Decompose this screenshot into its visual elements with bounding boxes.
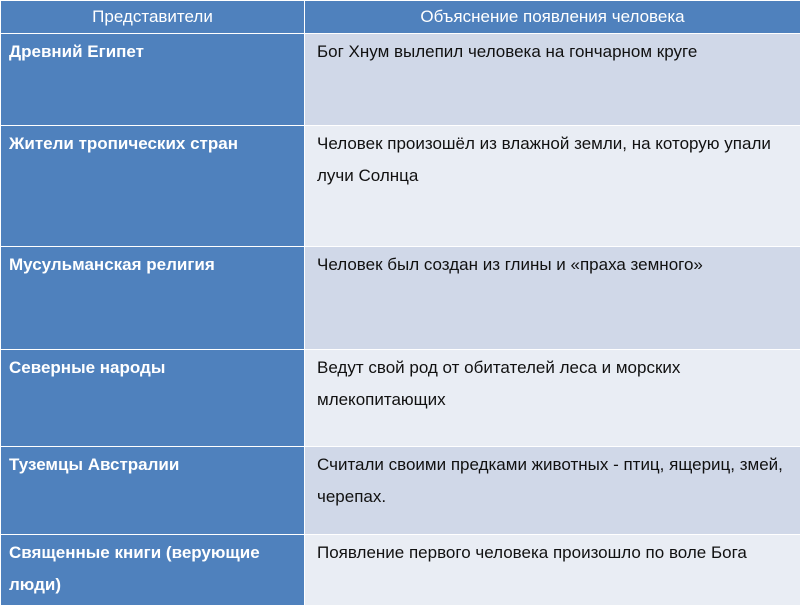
table-row xyxy=(1,535,800,606)
representative-cell: Мусульманская религия xyxy=(1,247,305,350)
table-row xyxy=(1,126,800,247)
representative-cell: Священные книги (верующие люди) xyxy=(1,535,305,606)
header-row xyxy=(1,1,800,34)
explanation-cell: Человек произошёл из влажной земли, на которую упали лучи Солнца xyxy=(305,126,800,247)
header-representatives: Представители xyxy=(1,1,305,34)
representative-cell: Древний Египет xyxy=(1,34,305,126)
representative-cell: Северные народы xyxy=(1,350,305,447)
table-row xyxy=(1,247,800,350)
header-explanation: Объяснение появления человека xyxy=(305,1,800,34)
representative-cell: Жители тропических стран xyxy=(1,126,305,247)
explanation-cell: Бог Хнум вылепил человека на гончарном круге xyxy=(305,34,800,126)
explanation-cell: Считали своими предками животных - птиц, ящериц, змей, черепах. xyxy=(305,447,800,535)
explanation-cell: Ведут свой род от обитателей леса и морских млекопитающих xyxy=(305,350,800,447)
table-row xyxy=(1,350,800,447)
explanation-cell: Человек был создан из глины и «праха земного» xyxy=(305,247,800,350)
explanation-cell: Появление первого человека произошло по воле Бога xyxy=(305,535,800,606)
table-row xyxy=(1,34,800,126)
table-header xyxy=(1,1,800,34)
table-body xyxy=(1,34,800,606)
table-row xyxy=(1,447,800,535)
representative-cell: Туземцы Австралии xyxy=(1,447,305,535)
